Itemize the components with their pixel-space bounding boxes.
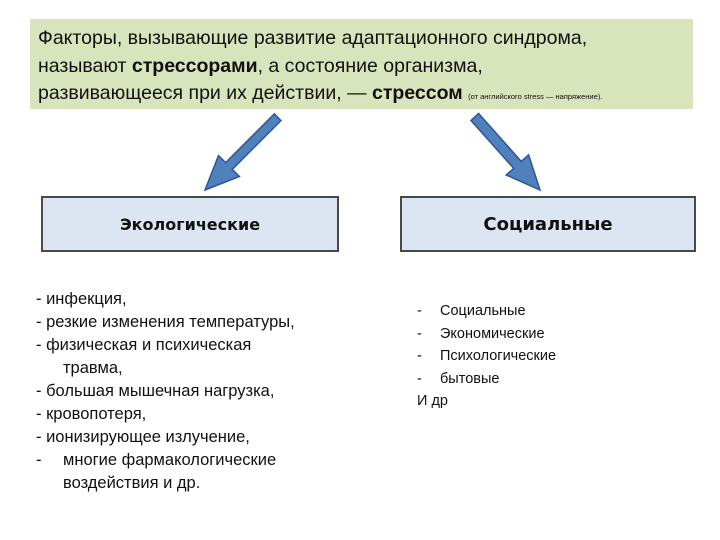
- ecological-factors-list: [36, 288, 376, 495]
- list-item: - большая мышечная нагрузка,: [36, 382, 275, 400]
- ecological-factors-box: [41, 196, 339, 252]
- social-factors-box: [400, 196, 696, 252]
- social-factors-list: [417, 300, 677, 413]
- term-stressors: стрессорами: [131, 54, 258, 77]
- list-item: - Психологические: [417, 345, 677, 368]
- social-factors-label: Социальные: [483, 213, 613, 235]
- definition-line-1: Факторы, вызывающие развитие адаптационного синдрома,: [38, 27, 588, 49]
- list-item: - Социальные: [417, 300, 677, 323]
- dash-bullet: -: [417, 370, 422, 387]
- list-item: - многие фармакологические: [36, 449, 376, 472]
- list-item: - Экономические: [417, 323, 677, 346]
- list-item-continuation: воздействия и др.: [63, 474, 201, 492]
- term-stress: стрессом: [372, 82, 463, 104]
- list-item: - кровопотеря,: [36, 405, 147, 423]
- dash-bullet: -: [417, 325, 422, 342]
- list-item: - инфекция,: [36, 290, 127, 308]
- list-item: - ионизирующее излучение,: [36, 428, 250, 446]
- list-item-continuation: травма,: [63, 359, 123, 377]
- ecological-factors-label: Экологические: [119, 214, 261, 234]
- list-item: - резкие изменения температуры,: [36, 313, 295, 331]
- list-tail: И др: [417, 393, 448, 409]
- dash-bullet: -: [417, 348, 422, 364]
- dash-bullet: -: [36, 451, 42, 469]
- right-arrow: [471, 114, 540, 191]
- list-item: - физическая и психическая: [36, 336, 252, 354]
- etymology-note: (от английского stress — напряжение).: [468, 92, 603, 101]
- list-item: - бытовые: [417, 368, 677, 391]
- definition-line-3: развивающееся при их действии, — стрессом (от английского stress — напряжение).: [38, 82, 603, 104]
- left-arrow: [205, 114, 281, 190]
- dash-bullet: -: [417, 303, 422, 319]
- definition-line-2: называют стрессорами, а состояние организма,: [38, 54, 483, 77]
